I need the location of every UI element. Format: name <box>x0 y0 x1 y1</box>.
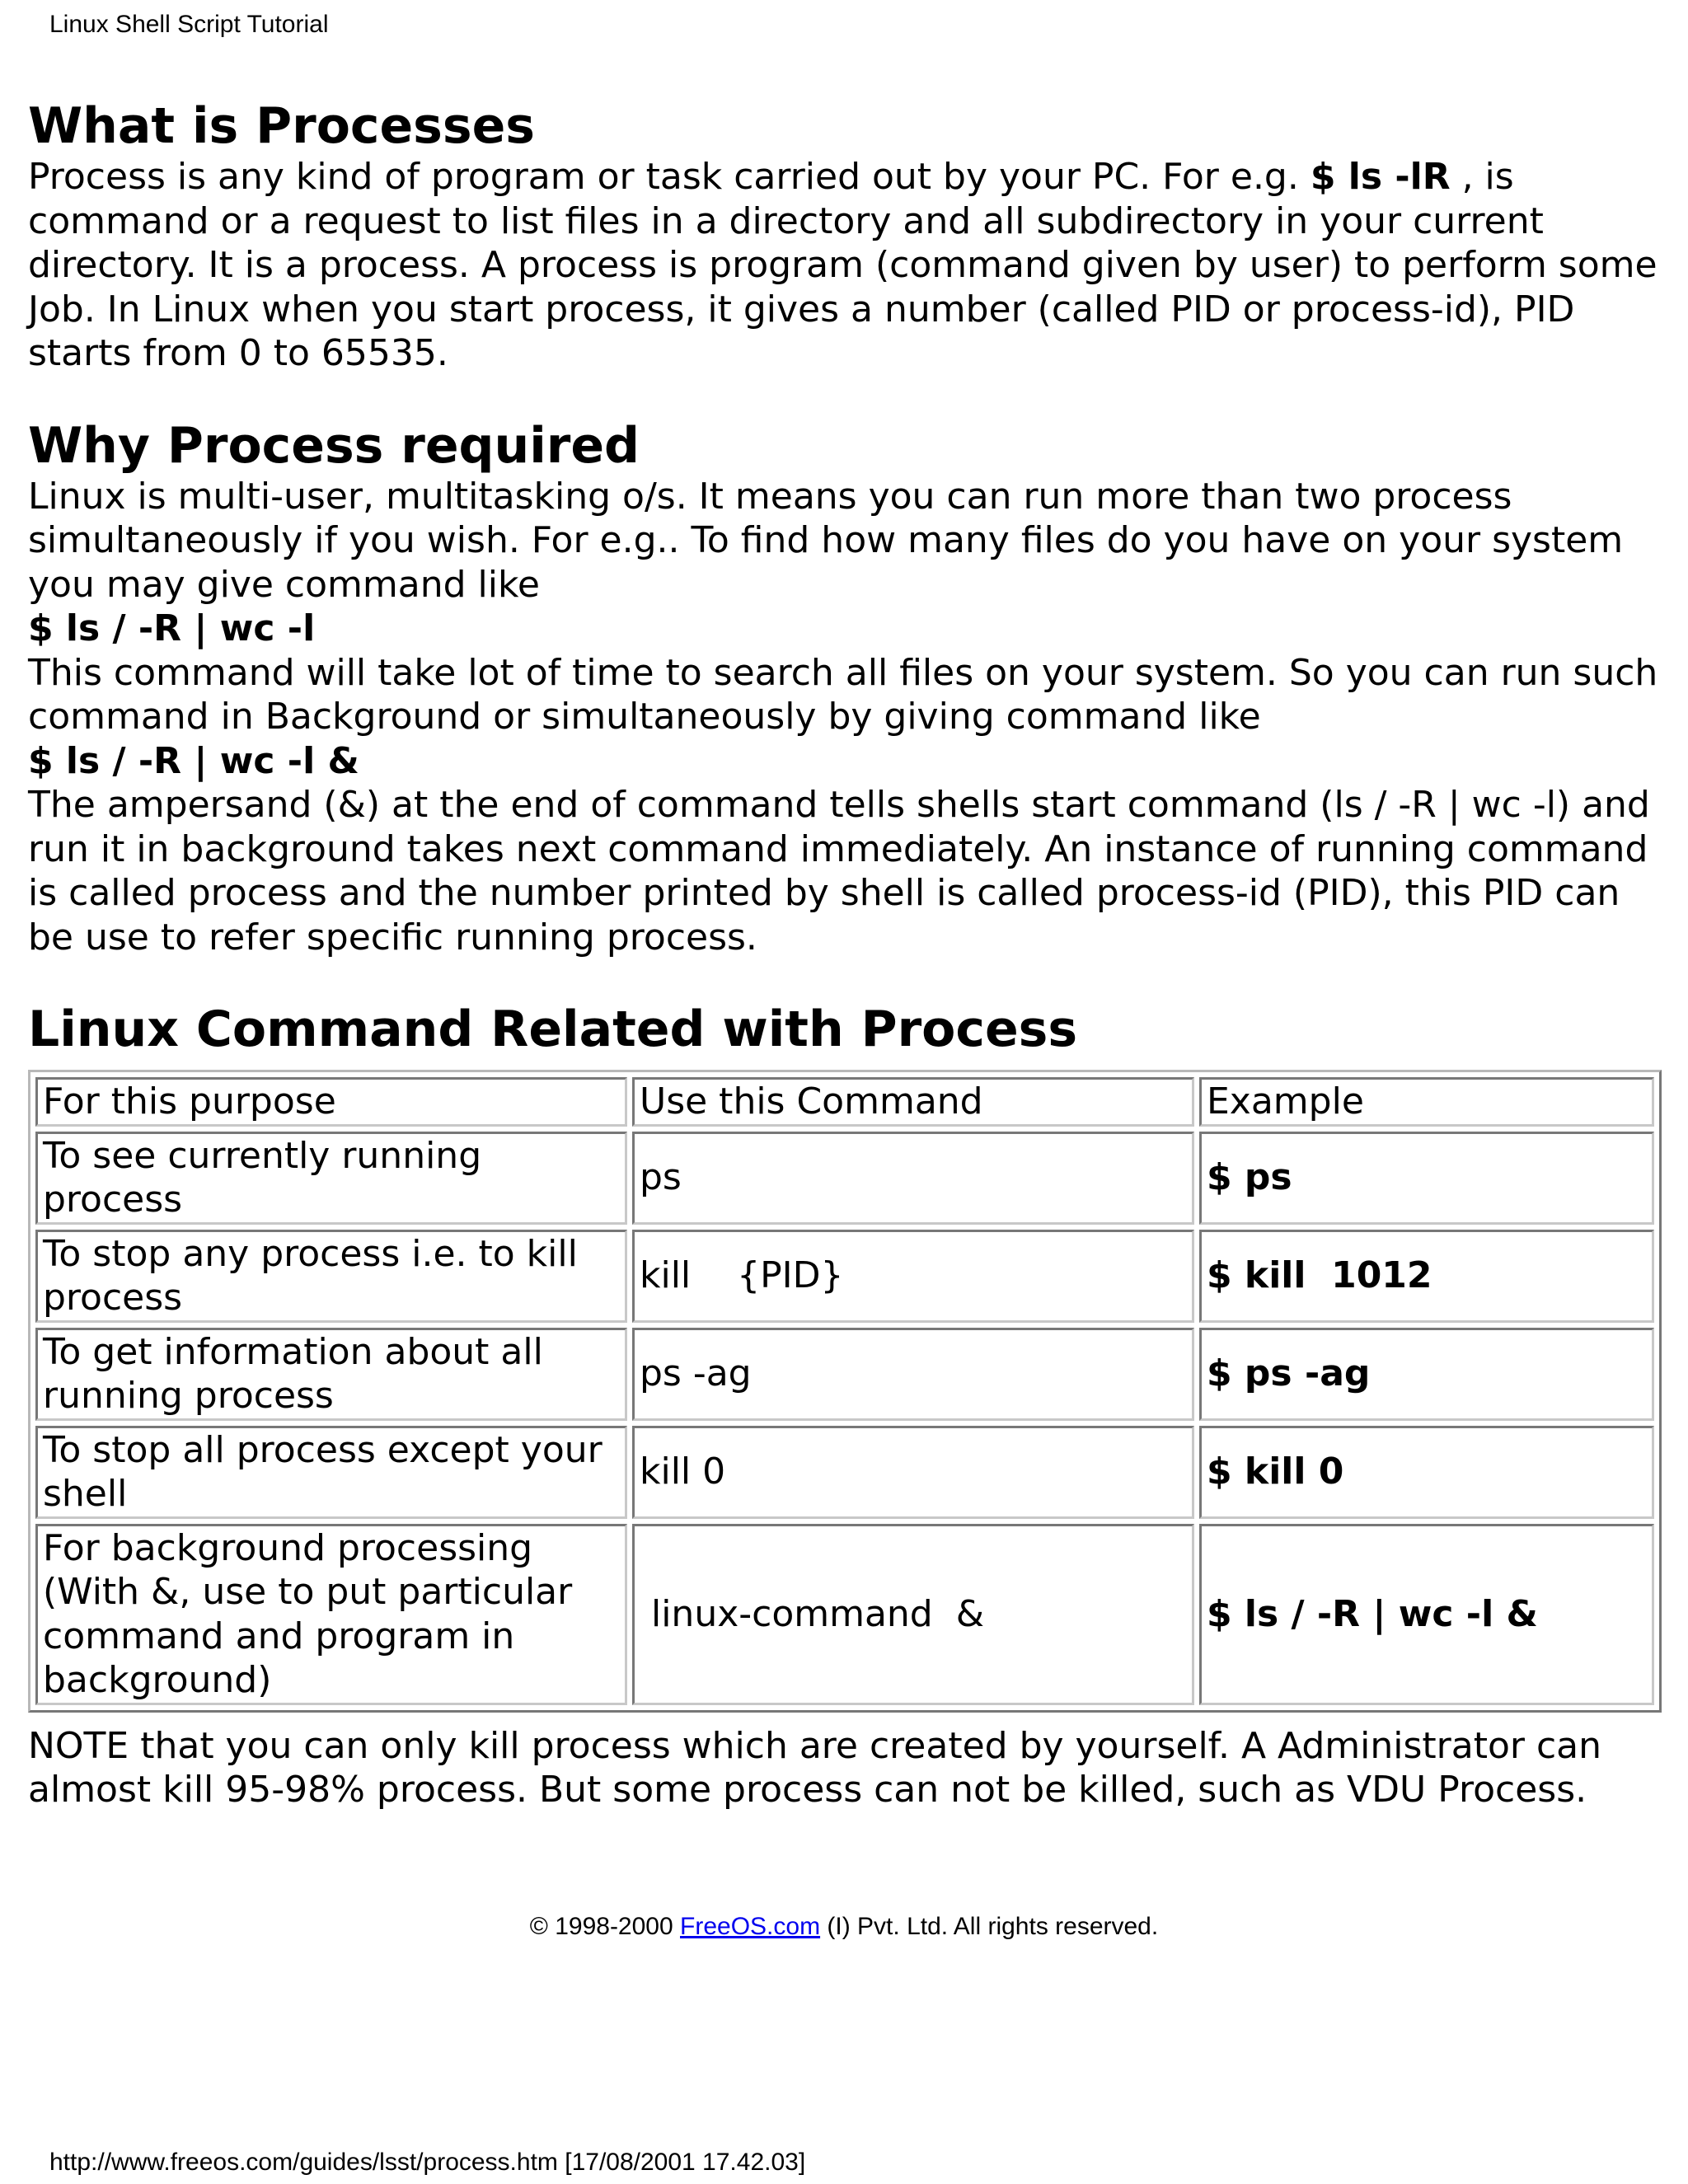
row-command: kill 0 <box>632 1426 1194 1519</box>
ls-lr-command: $ ls -lR <box>1310 156 1451 198</box>
note-paragraph: NOTE that you can only kill process which are created by yourself. A Administrator can almost kill 95-98% process. But some process can not be killed, such as VDU Process. <box>28 1724 1601 1811</box>
table-row <box>35 1230 1654 1323</box>
row-purpose: For background processing (With &, use to put particular command and program in background) <box>35 1524 627 1705</box>
row-command: ps -ag <box>632 1328 1194 1421</box>
what-text-after: , is command or a request to list files in a directory and all subdirectory in your current directory. It is a process. A process is program (command given by user) to perform some Job. In Linux when you start process, it gives a number (called PID or process-id), PID starts from 0 to 65535. <box>28 156 1658 374</box>
table-row <box>35 1132 1654 1225</box>
row-example: $ kill 0 <box>1199 1426 1654 1519</box>
heading-what-is-processes: What is Processes <box>28 97 535 155</box>
row-purpose: To stop all process except your shell <box>35 1426 627 1519</box>
print-header: Linux Shell Script Tutorial <box>49 11 329 38</box>
example-command-2: $ ls / -R | wc -l & <box>28 739 359 782</box>
table-row <box>35 1426 1654 1519</box>
freeos-link[interactable]: FreeOS.com <box>680 1913 821 1940</box>
row-example: $ ps <box>1199 1132 1654 1225</box>
row-example: $ kill 1012 <box>1199 1230 1654 1323</box>
row-example: $ ps -ag <box>1199 1328 1654 1421</box>
example-command-1: $ ls / -R | wc -l <box>28 607 316 649</box>
process-commands-table <box>28 1070 1662 1713</box>
table-row <box>35 1328 1654 1421</box>
table-row <box>35 1524 1654 1705</box>
why-paragraph-2: This command will take lot of time to search all files on your system. So you can run such command in Background or simultaneously by giving command like <box>28 651 1658 738</box>
row-example: $ ls / -R | wc -l & <box>1199 1524 1654 1705</box>
row-purpose: To see currently running process <box>35 1132 627 1225</box>
table-header-purpose: For this purpose <box>35 1077 627 1127</box>
row-command: kill {PID} <box>632 1230 1194 1323</box>
row-purpose: To get information about all running process <box>35 1328 627 1421</box>
heading-why-process-required: Why Process required <box>28 416 640 475</box>
main-content <box>28 97 1668 1812</box>
copyright-prefix: © 1998-2000 <box>529 1913 681 1940</box>
why-paragraph-3: The ampersand (&) at the end of command tells shells start command (ls / -R | wc -l) and run it in background takes next command immediately. An instance of running command is called process and the number printed by shell is called process-id (PID), this PID can be use to refer specific running process. <box>28 784 1650 958</box>
print-footer-url: http://www.freeos.com/guides/lsst/process.htm [17/08/2001 17.42.03] <box>49 2149 806 2176</box>
table-header-row <box>35 1077 1654 1127</box>
row-command: linux-command & <box>632 1524 1194 1705</box>
heading-linux-command-related: Linux Command Related with Process <box>28 1001 1078 1058</box>
what-is-processes-paragraph <box>28 155 1668 376</box>
row-purpose: To stop any process i.e. to kill process <box>35 1230 627 1323</box>
copyright-suffix: (I) Pvt. Ltd. All rights reserved. <box>820 1913 1159 1940</box>
table-header-example: Example <box>1199 1077 1654 1127</box>
copyright-line <box>0 1912 1688 1942</box>
table-header-command: Use this Command <box>632 1077 1194 1127</box>
why-paragraph-1: Linux is multi-user, multitasking o/s. It means you can run more than two process simultaneously if you wish. For e.g.. To find how many files do you have on your system you may give command like <box>28 475 1624 606</box>
row-command: ps <box>632 1132 1194 1225</box>
what-text-before: Process is any kind of program or task carried out by your PC. For e.g. <box>28 156 1311 198</box>
